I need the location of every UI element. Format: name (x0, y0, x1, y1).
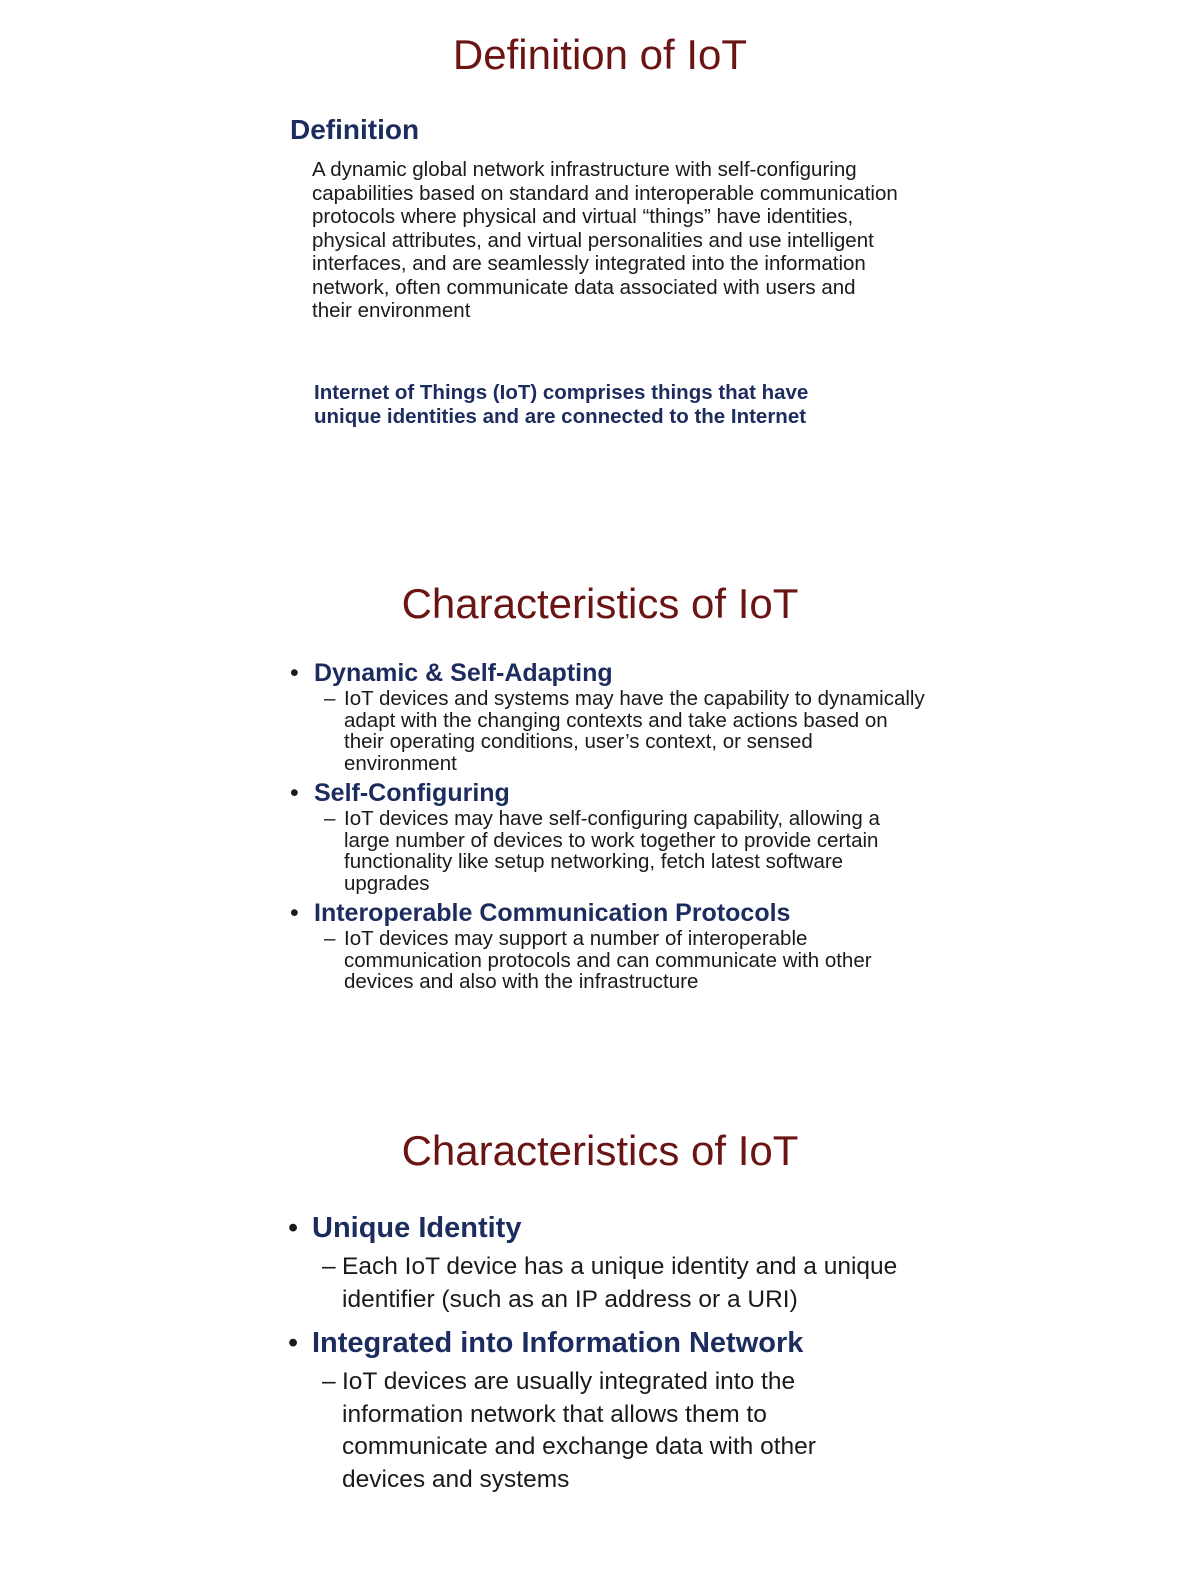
characteristics-list (288, 1211, 898, 1506)
characteristics-list (290, 658, 930, 997)
bullet-icon: • (290, 779, 299, 807)
characteristic-detail: IoT devices are usually integrated into the information network that allows them to communicate and exchange data with other devices and systems (342, 1368, 816, 1493)
slide-characteristics-1 (0, 560, 1200, 1080)
slide-characteristics-2 (0, 1110, 1200, 1573)
characteristic-heading: Interoperable Communication Protocols (314, 899, 791, 927)
list-item (290, 658, 930, 774)
slide-definition (0, 0, 1200, 520)
list-item (288, 1326, 898, 1496)
bullet-icon: • (290, 659, 299, 687)
characteristic-detail: IoT devices and systems may have the capability to dynamically adapt with the changing contexts and take actions based on their operating conditions, user’s context, or sensed environment (344, 687, 925, 775)
definition-subheading: Definition (290, 114, 420, 145)
bullet-icon: • (288, 1212, 299, 1244)
characteristic-detail: IoT devices may support a number of interoperable communication protocols and can communicate with other devices and also with the infrastructure (344, 927, 872, 993)
slide-title: Definition of IoT (452, 31, 748, 78)
dash-icon: – (324, 687, 336, 710)
slide-title: Characteristics of IoT (401, 580, 799, 627)
characteristic-heading: Self-Configuring (314, 779, 510, 807)
bullet-icon: • (288, 1327, 299, 1359)
characteristic-detail: IoT devices may have self-configuring capability, allowing a large number of devices to work together to provide certain functionality like setup networking, fetch latest software upgrades (344, 807, 880, 895)
characteristic-detail: Each IoT device has a unique identity and a unique identifier (such as an IP address or a URI) (342, 1253, 898, 1313)
dash-icon: – (322, 1253, 336, 1280)
slide-title: Characteristics of IoT (401, 1127, 799, 1174)
characteristic-heading: Integrated into Information Network (312, 1327, 804, 1359)
list-item (290, 898, 930, 993)
dash-icon: – (324, 927, 336, 950)
definition-paragraph: A dynamic global network infrastructure with self-configuring capabilities based on standard and interoperable communication protocols where physical and virtual “things” have identities, physical attributes, and virtual personalities and use intelligent interfaces, and are seamlessly integrated into the information network, often communicate data associated with users and their environment (312, 158, 898, 322)
characteristic-heading: Unique Identity (312, 1212, 522, 1244)
bullet-icon: • (290, 899, 299, 927)
iot-summary: Internet of Things (IoT) comprises things that have unique identities and are connected to the Internet (314, 381, 809, 428)
list-item (290, 778, 930, 894)
list-item (288, 1211, 898, 1316)
dash-icon: – (322, 1368, 336, 1395)
characteristic-heading: Dynamic & Self-Adapting (314, 659, 613, 687)
dash-icon: – (324, 807, 336, 830)
